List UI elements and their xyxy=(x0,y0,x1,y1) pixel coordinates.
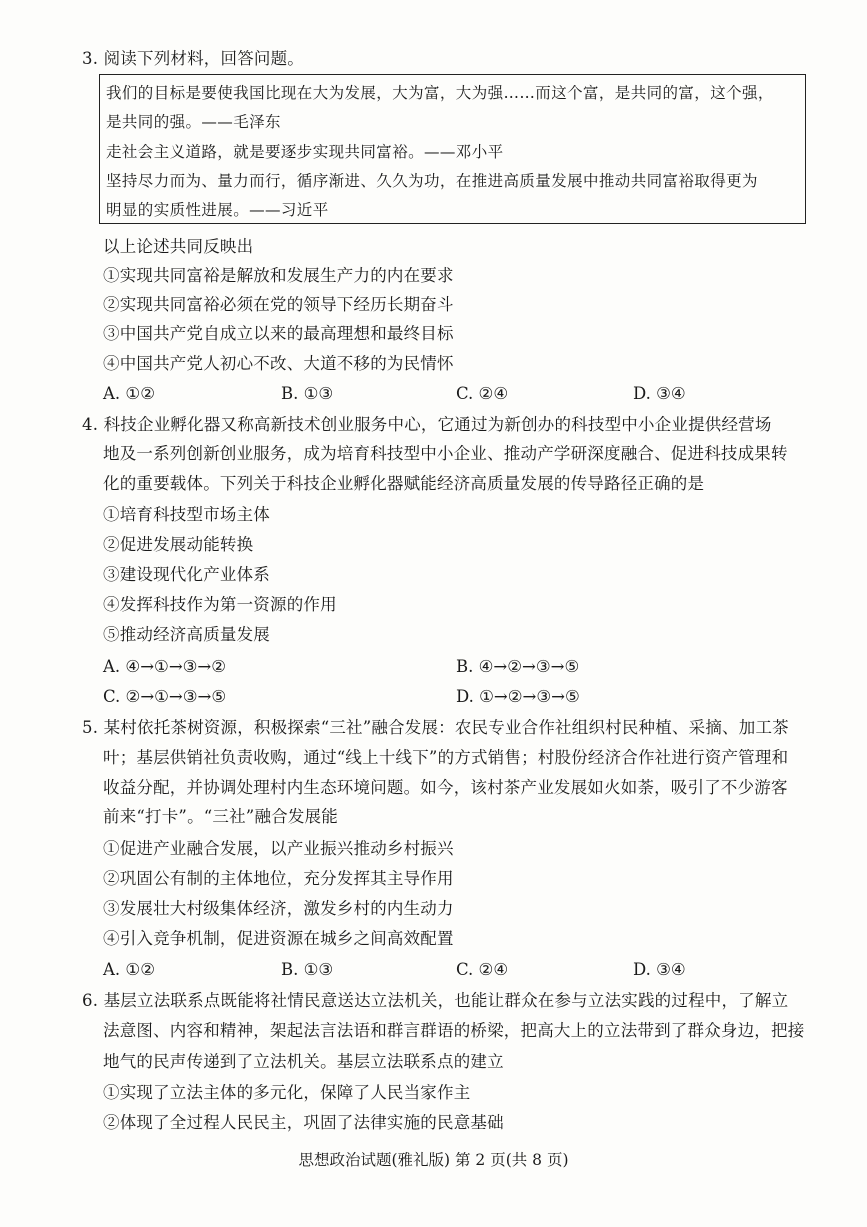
q4-line-1: 4. 科技企业孵化器又称高新技术创业服务中心，它通过为新创办的科技型中小企业提供经营场 xyxy=(82,415,772,434)
q4-item-2: ②促进发展动能转换 xyxy=(103,535,254,554)
q6-line-3: 地气的民声传递到了立法机关。基层立法联系点的建立 xyxy=(103,1052,504,1071)
q3-option-d: D. ③④ xyxy=(633,384,686,403)
q5-option-d: D. ③④ xyxy=(633,960,686,979)
q3-quote-line-4: 坚持尽力而为、量力而行，循序渐进、久久为功，在推进高质量发展中推动共同富裕取得更为 xyxy=(106,172,758,190)
q6-line-1: 6. 基层立法联系点既能将社情民意送达立法机关，也能让群众在参与立法实践的过程中，了解立 xyxy=(82,991,789,1010)
q5-line-4: 前来“打卡”。“三社”融合发展能 xyxy=(103,807,338,826)
q3-item-1: ①实现共同富裕是解放和发展生产力的内在要求 xyxy=(103,266,454,285)
q4-item-1: ①培育科技型市场主体 xyxy=(103,505,270,524)
q6-item-1: ①实现了立法主体的多元化，保障了人民当家作主 xyxy=(103,1083,471,1102)
q4-option-a: A. ④→①→③→② xyxy=(103,657,227,676)
q4-line-2: 地及一系列创新创业服务，成为培育科技型中小企业、推动产学研深度融合、促进科技成果转 xyxy=(103,444,788,463)
q3-item-4: ④中国共产党人初心不改、大道不移的为民情怀 xyxy=(103,354,454,373)
q3-option-b: B. ①③ xyxy=(281,384,334,403)
q3-quote-line-3: 走社会主义道路，就是要逐步实现共同富裕。——邓小平 xyxy=(106,143,504,161)
q4-option-c: C. ②→①→③→⑤ xyxy=(103,687,227,706)
q4-item-5: ⑤推动经济高质量发展 xyxy=(103,625,270,644)
q5-line-2: 叶；基层供销社负责收购，通过“线上十线下”的方式销售；村股份经济合作社进行资产管理和 xyxy=(103,748,789,767)
q4-item-4: ④发挥科技作为第一资源的作用 xyxy=(103,595,337,614)
q3-stem: 以上论述共同反映出 xyxy=(103,237,254,256)
q5-line-1: 5. 某村依托茶树资源，积极探索“三社”融合发展：农民专业合作社组织村民种植、采摘、加工茶 xyxy=(82,718,789,737)
q5-option-c: C. ②④ xyxy=(456,960,509,979)
q5-option-b: B. ①③ xyxy=(281,960,334,979)
q5-item-4: ④引入竞争机制，促进资源在城乡之间高效配置 xyxy=(103,929,454,948)
q3-option-a: A. ①② xyxy=(103,384,155,403)
page-footer: 思想政治试题(雅礼版) 第 2 页(共 8 页) xyxy=(298,1151,569,1169)
q3-header: 3. 阅读下列材料，回答问题。 xyxy=(82,49,304,68)
q3-option-c: C. ②④ xyxy=(456,384,509,403)
q5-item-1: ①促进产业融合发展，以产业振兴推动乡村振兴 xyxy=(103,839,454,858)
q5-option-a: A. ①② xyxy=(103,960,155,979)
q4-line-3: 化的重要载体。下列关于科技企业孵化器赋能经济高质量发展的传导路径正确的是 xyxy=(103,474,705,493)
q4-option-b: B. ④→②→③→⑤ xyxy=(456,657,580,676)
q3-quote-line-2: 是共同的强。——毛泽东 xyxy=(106,113,281,131)
q5-item-3: ③发展壮大村级集体经济，激发乡村的内生动力 xyxy=(103,899,454,918)
q3-quote-box xyxy=(99,74,806,224)
q6-item-2: ②体现了全过程人民民主，巩固了法律实施的民意基础 xyxy=(103,1113,504,1132)
q3-quote-line-5: 明显的实质性进展。——习近平 xyxy=(106,201,329,219)
q5-line-3: 收益分配，并协调处理村内生态环境问题。如今，该村茶产业发展如火如荼，吸引了不少游客 xyxy=(103,778,788,797)
q4-item-3: ③建设现代化产业体系 xyxy=(103,565,270,584)
q4-option-d: D. ①→②→③→⑤ xyxy=(456,687,580,706)
q3-item-2: ②实现共同富裕必须在党的领导下经历长期奋斗 xyxy=(103,295,454,314)
q6-line-2: 法意图、内容和精神，架起法言法语和群言群语的桥梁，把高大上的立法带到了群众身边，把接 xyxy=(103,1021,805,1040)
q3-quote-line-1: 我们的目标是要使我国比现在大为发展，大为富，大为强……而这个富，是共同的富，这个强， xyxy=(106,84,774,102)
q3-item-3: ③中国共产党自成立以来的最高理想和最终目标 xyxy=(103,324,454,343)
q5-item-2: ②巩固公有制的主体地位，充分发挥其主导作用 xyxy=(103,869,454,888)
